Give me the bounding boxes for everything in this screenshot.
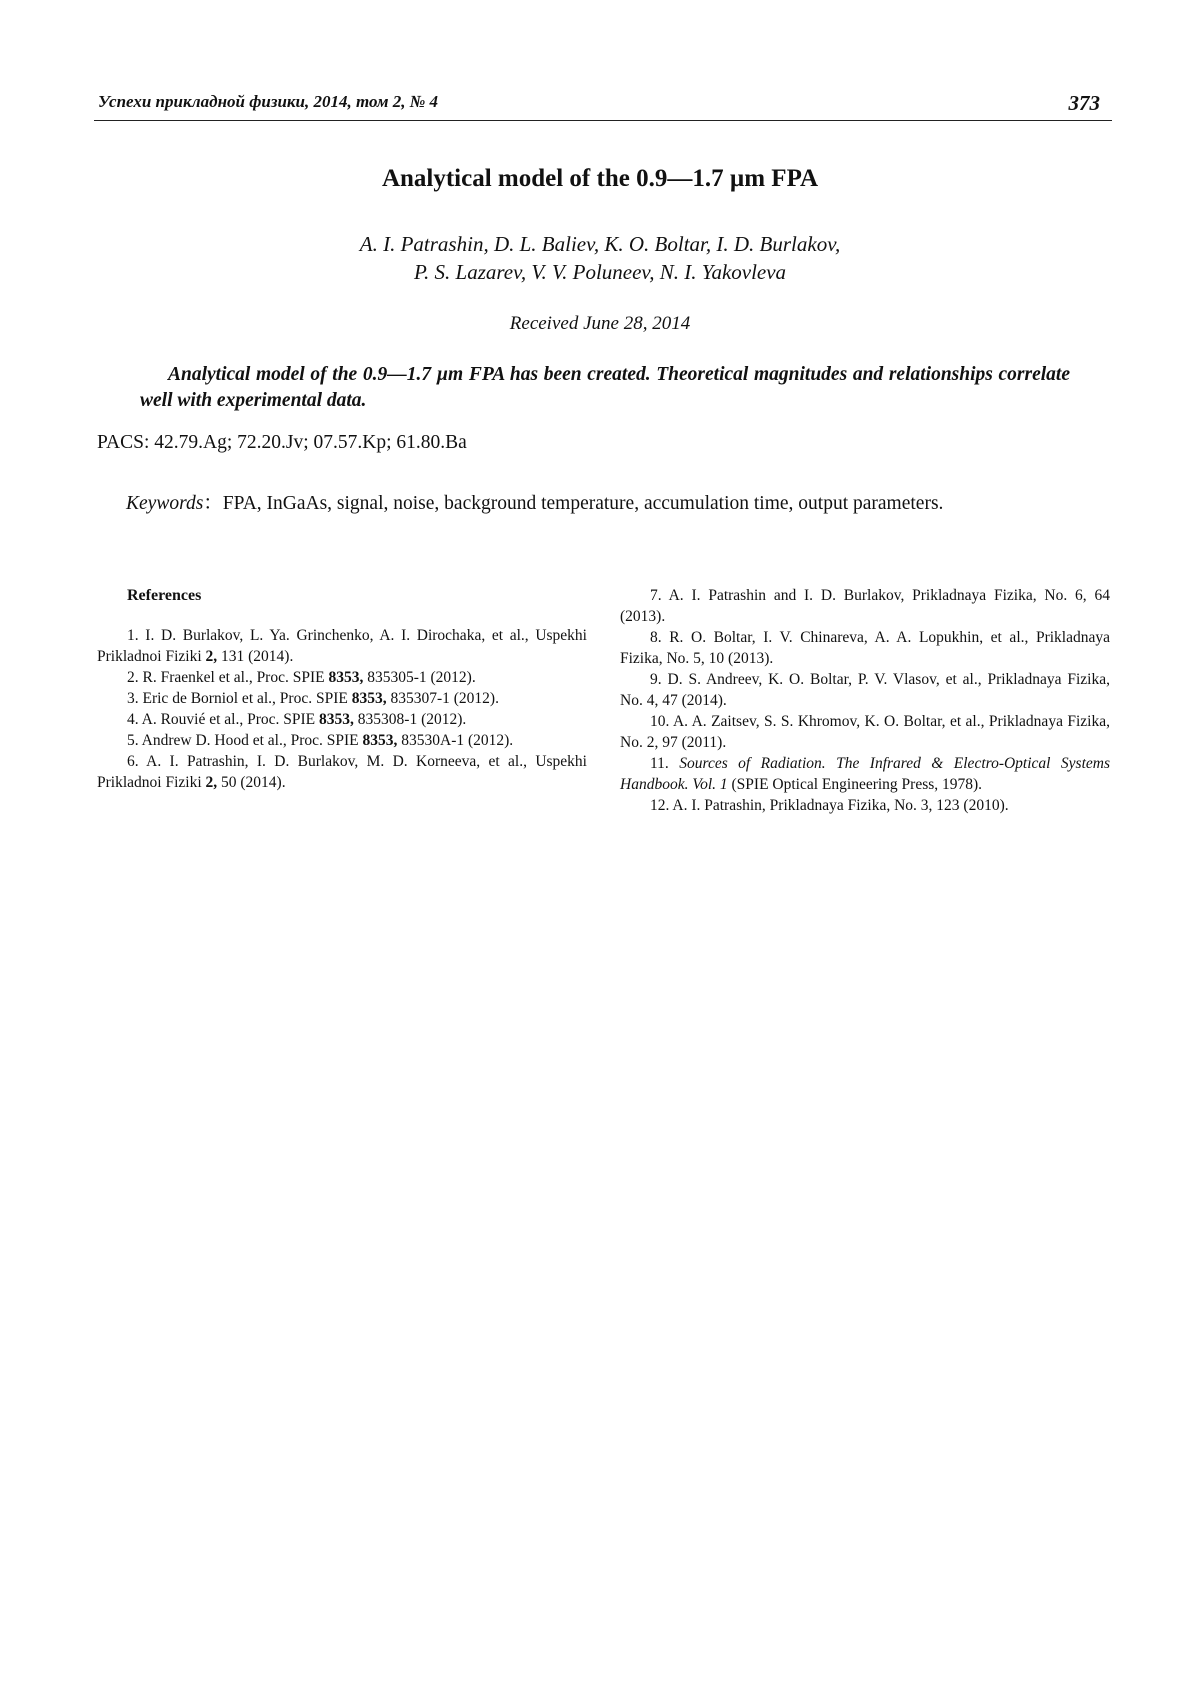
journal-name: Успехи прикладной физики, 2014, том 2, № 4 [98,92,439,111]
page-number: 373 [1068,91,1100,115]
reference-item: 9. D. S. Andreev, K. O. Boltar, P. V. Vlasov, et al., Prikladnaya Fizika, No. 4, 47 (2014). [620,671,1110,709]
references-right-column [620,585,1110,816]
reference-item: 6. A. I. Patrashin, I. D. Burlakov, M. D. Korneeva, et al., Uspekhi Prikladnoi Fiziki 2, 50 (2014). [97,753,587,791]
reference-item: 3. Eric de Borniol et al., Proc. SPIE 8353, 835307-1 (2012). [127,690,499,707]
pacs-codes: PACS: 42.79.Ag; 72.20.Jv; 07.57.Kp; 61.80.Ba [97,432,467,453]
reference-item: 7. A. I. Patrashin and I. D. Burlakov, Prikladnaya Fizika, No. 6, 64 (2013). [620,587,1110,625]
keywords-label: Keywords [126,493,204,514]
keywords-separator: ： [203,493,223,514]
running-header [94,88,1112,121]
reference-item: 4. A. Rouvié et al., Proc. SPIE 8353, 835308-1 (2012). [127,711,467,728]
keywords [126,487,943,515]
reference-item: 12. A. I. Patrashin, Prikladnaya Fizika, No. 3, 123 (2010). [650,797,1009,814]
reference-item: 8. R. O. Boltar, I. V. Chinareva, A. A. Lopukhin, et al., Prikladnaya Fizika, No. 5, 10 (2013). [620,629,1110,667]
reference-item: 10. A. A. Zaitsev, S. S. Khromov, K. O. Boltar, et al., Prikladnaya Fizika, No. 2, 97 (2011). [620,713,1110,751]
keywords-text: FPA, InGaAs, signal, noise, background temperature, accumulation time, output parameters. [222,493,944,514]
reference-item: 2. R. Fraenkel et al., Proc. SPIE 8353, 835305-1 (2012). [127,669,476,686]
author-list [0,230,1200,286]
references-heading: References [127,587,202,604]
reference-item: 5. Andrew D. Hood et al., Proc. SPIE 8353, 83530A-1 (2012). [127,732,514,749]
paper-title: Analytical model of the 0.9—1.7 µm FPA [381,165,819,192]
reference-item: 11. Sources of Radiation. The Infrared & Electro-Optical Systems Handbook. Vol. 1 (SPIE Optical Engineering Press, 1978). [620,755,1110,793]
references-left-column [97,585,587,793]
received-date: Received June 28, 2014 [509,313,691,334]
reference-item: 1. I. D. Burlakov, L. Ya. Grinchenko, A. I. Dirochaka, et al., Uspekhi Prikladnoi Fiziki 2, 131 (2014). [97,627,587,665]
abstract: Analytical model of the 0.9—1.7 µm FPA has been created. Theoretical magnitudes and relationships correlate well with experimental data. [140,364,1070,411]
author-line-1: A. I. Patrashin, D. L. Baliev, K. O. Boltar, I. D. Burlakov, [359,232,841,256]
author-line-2: P. S. Lazarev, V. V. Poluneev, N. I. Yakovleva [413,260,787,284]
